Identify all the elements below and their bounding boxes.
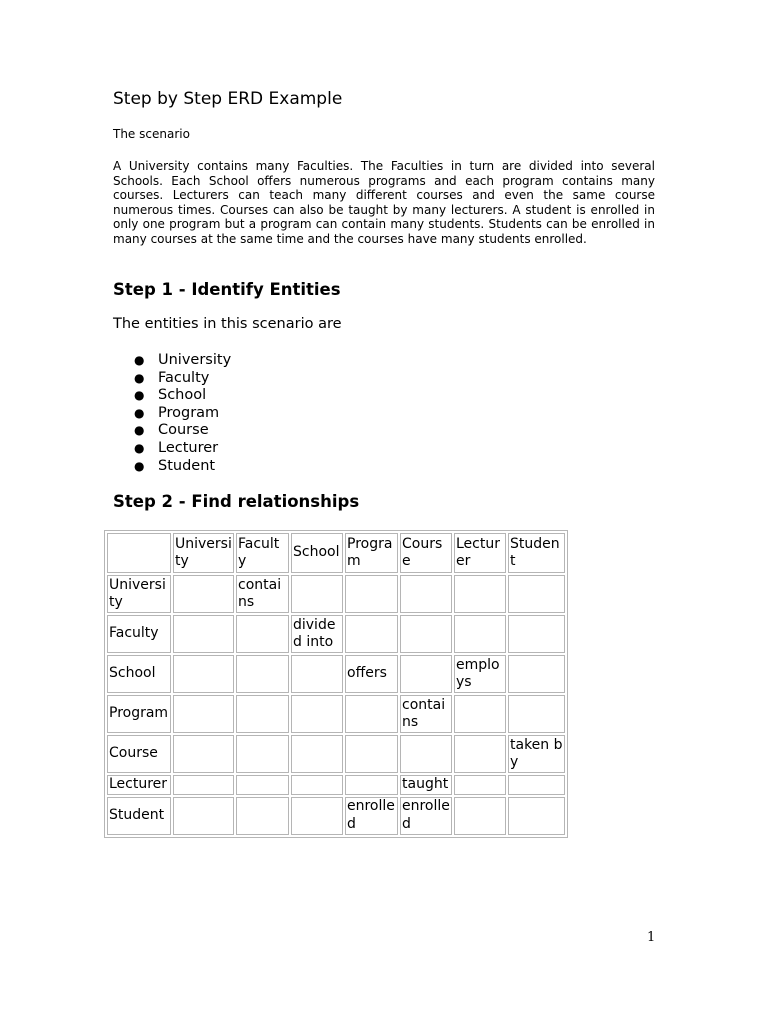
- step1-heading: Step 1 - Identify Entities: [113, 280, 341, 299]
- row-header: Lecturer: [107, 775, 171, 795]
- table-cell: [345, 775, 398, 795]
- table-cell: [236, 735, 289, 773]
- table-cell: [291, 575, 343, 613]
- table-cell: contains: [236, 575, 289, 613]
- scenario-paragraph: A University contains many Faculties. The Faculties in turn are divided into several Schools. Each School offers numerous programs and each program contains many courses. Lecturers can teach many different courses and even the same course numerous times. Courses can also be taught by many lecturers. A student is enrolled in only one program but a program can contain many students. Students can be enrolled in many courses at the same time and the courses have many students enrolled.: [113, 159, 655, 246]
- table-cell: [508, 695, 565, 733]
- table-cell: [454, 575, 506, 613]
- table-cell: [454, 615, 506, 653]
- table-row: [107, 735, 565, 773]
- bullet-icon: ●: [134, 388, 145, 403]
- table-cell: [454, 695, 506, 733]
- table-row: [107, 775, 565, 795]
- row-header: Program: [107, 695, 171, 733]
- bullet-icon: ●: [134, 458, 145, 473]
- table-cell: [291, 695, 343, 733]
- table-cell: [173, 695, 234, 733]
- bullet-icon: ●: [134, 370, 145, 385]
- bullet-icon: ●: [134, 405, 145, 420]
- bullet-icon: ●: [134, 353, 145, 367]
- scenario-label: The scenario: [113, 127, 190, 141]
- table-cell: [400, 655, 452, 693]
- page-number: 1: [647, 930, 656, 945]
- table-cell: [400, 575, 452, 613]
- entity-list-item: ● Program: [134, 404, 220, 421]
- column-header: Program: [345, 533, 398, 573]
- column-header: Lecturer: [454, 533, 506, 573]
- row-header: University: [107, 575, 171, 613]
- table-cell: enrolled: [345, 797, 398, 835]
- table-cell: [173, 655, 234, 693]
- table-cell: [173, 797, 234, 835]
- entity-list-item: ● University: [134, 352, 232, 368]
- table-cell: [508, 655, 565, 693]
- relationship-table: [104, 530, 568, 838]
- table-cell: divided into: [291, 615, 343, 653]
- column-header: Student: [508, 533, 565, 573]
- table-cell: [508, 775, 565, 795]
- table-cell: [508, 615, 565, 653]
- entity-list-item: ● Faculty: [134, 369, 210, 386]
- table-cell: taken by: [508, 735, 565, 773]
- row-header: Course: [107, 735, 171, 773]
- table-cell: offers: [345, 655, 398, 693]
- table-cell: [345, 615, 398, 653]
- table-cell: [173, 575, 234, 613]
- entity-list-item: ● Lecturer: [134, 439, 219, 456]
- table-cell: [345, 695, 398, 733]
- page-title: Step by Step ERD Example: [113, 89, 343, 109]
- table-cell: [508, 575, 565, 613]
- table-cell: [454, 797, 506, 835]
- entity-list-item: ● Course: [134, 422, 209, 439]
- column-header: Course: [400, 533, 452, 573]
- table-cell: [454, 775, 506, 795]
- table-cell: [236, 615, 289, 653]
- table-cell: [173, 615, 234, 653]
- table-row: [107, 797, 565, 835]
- table-cell: [291, 775, 343, 795]
- bullet-icon: ●: [134, 440, 145, 455]
- table-row: [107, 655, 565, 693]
- table-row: [107, 695, 565, 733]
- table-cell: [236, 655, 289, 693]
- table-row: [107, 575, 565, 613]
- entities-intro: The entities in this scenario are: [113, 316, 342, 332]
- table-row: [107, 615, 565, 653]
- table-cell: [345, 735, 398, 773]
- table-cell: [291, 797, 343, 835]
- table-cell: [454, 735, 506, 773]
- table-cell: [291, 735, 343, 773]
- entity-list-item: ● Student: [134, 457, 216, 474]
- table-cell: [345, 575, 398, 613]
- column-header: [107, 533, 171, 573]
- table-cell: [291, 655, 343, 693]
- table-cell: [400, 615, 452, 653]
- table-cell: [173, 775, 234, 795]
- table-cell: [173, 735, 234, 773]
- bullet-icon: ●: [134, 423, 145, 438]
- table-cell: [236, 775, 289, 795]
- table-cell: [236, 695, 289, 733]
- step2-heading: Step 2 - Find relationships: [113, 492, 360, 511]
- table-cell: [400, 735, 452, 773]
- column-header: University: [173, 533, 234, 573]
- table-cell: contains: [400, 695, 452, 733]
- row-header: Student: [107, 797, 171, 835]
- column-header: Faculty: [236, 533, 289, 573]
- row-header: Faculty: [107, 615, 171, 653]
- entity-list-item: ● School: [134, 387, 207, 404]
- row-header: School: [107, 655, 171, 693]
- table-cell: [236, 797, 289, 835]
- column-header: School: [291, 533, 343, 573]
- entity-list: [113, 352, 231, 475]
- table-cell: enrolled: [400, 797, 452, 835]
- table-cell: employs: [454, 655, 506, 693]
- table-header-row: [107, 533, 565, 573]
- table-cell: taught: [400, 775, 452, 795]
- table-cell: [508, 797, 565, 835]
